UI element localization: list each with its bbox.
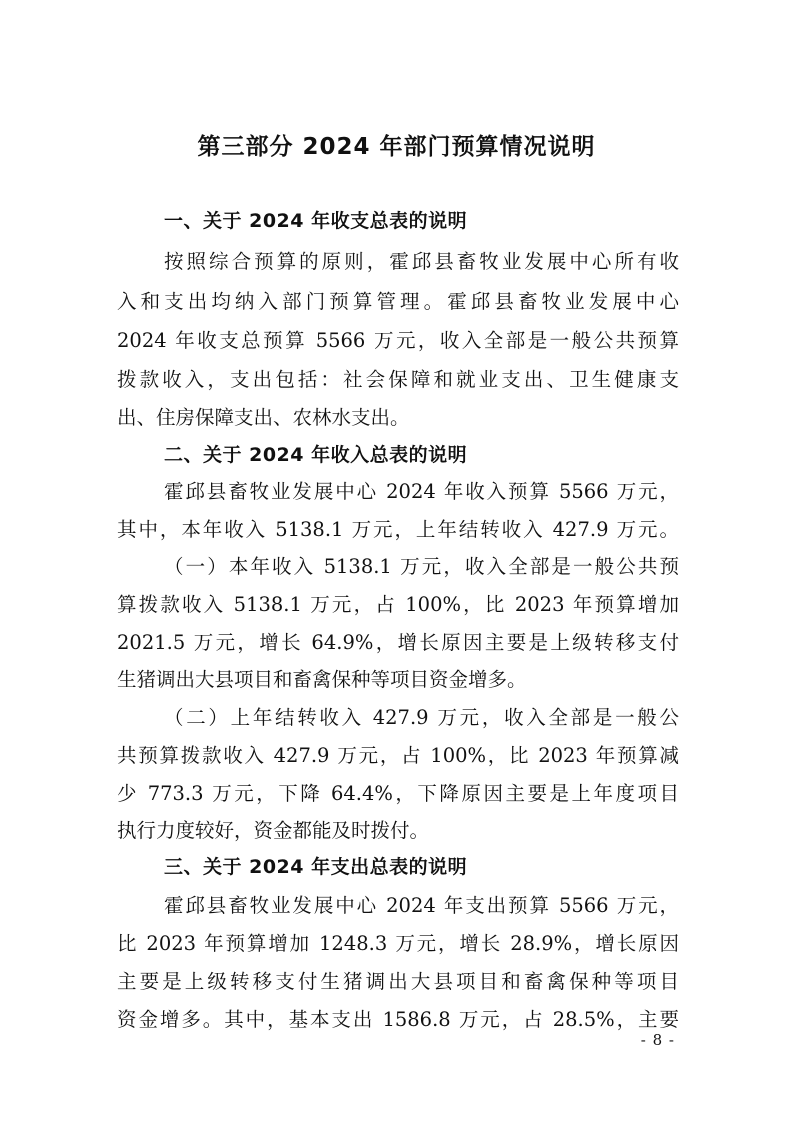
paragraph-line: 按照综合预算的原则，霍邱县畜牧业发展中心所有收 [164,250,679,273]
paragraph-line: 执行力度较好，资金都能及时拨付。 [117,819,430,842]
paragraph-line: 霍邱县畜牧业发展中心 2024 年收入预算 5566 万元， [164,480,679,503]
paragraph-line: （一）本年收入 5138.1 万元，收入全部是一般公共预 [164,555,679,578]
section-heading-1: 一、关于 2024 年收支总表的说明 [164,210,468,232]
section-heading-3: 三、关于 2024 年支出总表的说明 [164,856,468,878]
paragraph-line: 入和支出均纳入部门预算管理。霍邱县畜牧业发展中心 [117,290,679,313]
paragraph-line: 拨款收入，支出包括：社会保障和就业支出、卫生健康支 [117,368,679,391]
paragraph-line: 少 773.3 万元，下降 64.4%，下降原因主要是上年度项目 [117,782,679,805]
paragraph-line: 算拨款收入 5138.1 万元，占 100%，比 2023 年预算增加 [117,593,679,616]
paragraph-line: 出、住房保障支出、农林水支出。 [117,406,410,429]
paragraph-line: 资金增多。其中，基本支出 1586.8 万元，占 28.5%，主要 [117,1008,679,1031]
paragraph-line: 主要是上级转移支付生猪调出大县项目和畜禽保种等项目 [117,970,679,993]
paragraph-line: （二）上年结转收入 427.9 万元，收入全部是一般公 [164,706,679,729]
document-title: 第三部分 2024 年部门预算情况说明 [197,134,596,160]
page-number: - 8 - [640,1031,675,1049]
paragraph-line: 霍邱县畜牧业发展中心 2024 年支出预算 5566 万元， [164,894,679,917]
paragraph-line: 2021.5 万元，增长 64.9%，增长原因主要是上级转移支付 [117,631,679,654]
paragraph-line: 共预算拨款收入 427.9 万元，占 100%，比 2023 年预算减 [117,744,679,767]
paragraph-line: 2024 年收支总预算 5566 万元，收入全部是一般公共预算 [117,329,679,352]
paragraph-line: 比 2023 年预算增加 1248.3 万元，增长 28.9%，增长原因 [117,932,679,955]
paragraph-line: 其中，本年收入 5138.1 万元，上年结转收入 427.9 万元。 [117,518,679,541]
paragraph-line: 生猪调出大县项目和畜禽保种等项目资金增多。 [117,668,527,691]
section-heading-2: 二、关于 2024 年收入总表的说明 [164,444,468,466]
